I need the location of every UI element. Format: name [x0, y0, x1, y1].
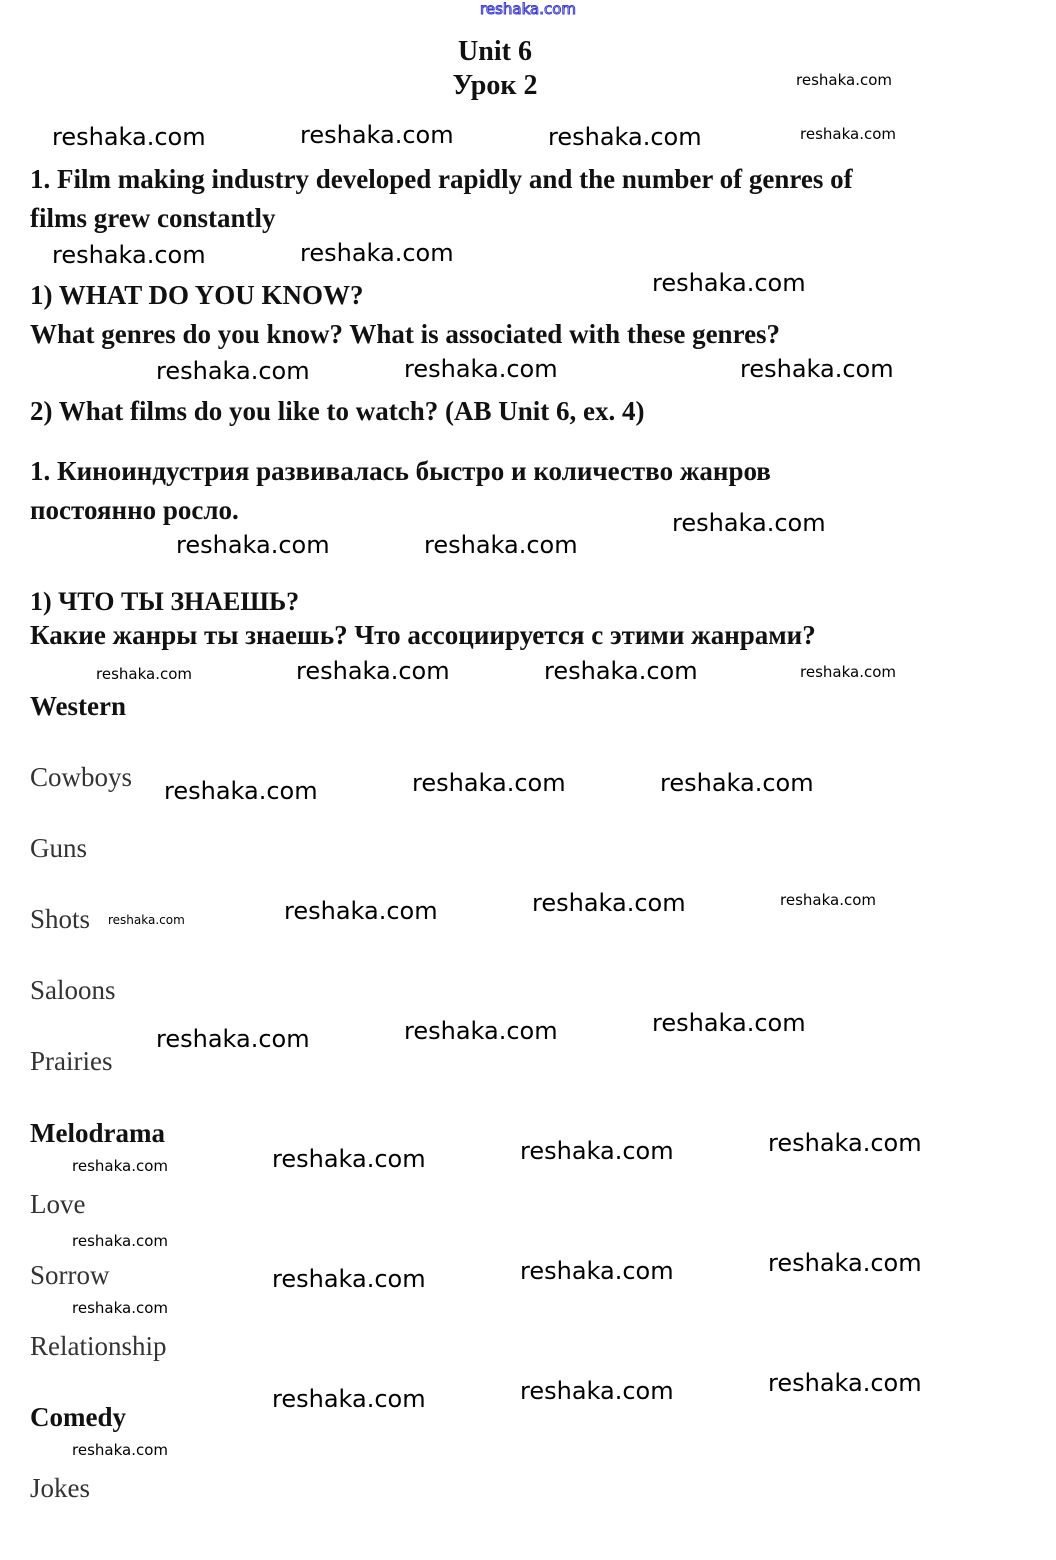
ru-q1-title: 1) ЧТО ТЫ ЗНАЕШЬ?: [30, 587, 300, 616]
watermark: reshaka.com: [404, 1017, 558, 1045]
watermark: reshaka.com: [800, 663, 896, 681]
watermark: reshaka.com: [72, 1441, 168, 1459]
watermark: reshaka.com: [156, 1025, 310, 1053]
watermark: reshaka.com: [652, 269, 806, 297]
header-link[interactable]: reshaka.com: [480, 0, 576, 18]
watermark: reshaka.com: [296, 657, 450, 685]
genre-item: Sorrow: [30, 1260, 110, 1290]
ru-heading-line1: 1. Киноиндустрия развивалась быстро и количество жанров: [30, 456, 771, 486]
genre-melodrama: Melodrama: [30, 1118, 165, 1148]
watermark: reshaka.com: [424, 531, 578, 559]
watermark: reshaka.com: [300, 121, 454, 149]
watermark: reshaka.com: [520, 1137, 674, 1165]
en-q2: 2) What films do you like to watch? (AB Unit 6, ex. 4): [30, 396, 645, 426]
watermark: reshaka.com: [272, 1145, 426, 1173]
ru-heading-line2: постоянно росло.: [30, 495, 239, 525]
en-heading-line2: films grew constantly: [30, 203, 276, 233]
watermark: reshaka.com: [404, 355, 558, 383]
watermark: reshaka.com: [768, 1129, 922, 1157]
watermark: reshaka.com: [72, 1157, 168, 1175]
lesson-title: Урок 2: [452, 70, 538, 101]
watermark: reshaka.com: [652, 1009, 806, 1037]
watermark: reshaka.com: [672, 509, 826, 537]
watermark: reshaka.com: [740, 355, 894, 383]
watermark: reshaka.com: [156, 357, 310, 385]
watermark: reshaka.com: [300, 239, 454, 267]
genre-item: Saloons: [30, 975, 116, 1005]
watermark: reshaka.com: [548, 123, 702, 151]
watermark: reshaka.com: [532, 889, 686, 917]
watermark: reshaka.com: [544, 657, 698, 685]
watermark: reshaka.com: [108, 913, 185, 927]
watermark: reshaka.com: [284, 897, 438, 925]
genre-item: Guns: [30, 833, 88, 863]
genre-item: Relationship: [30, 1331, 167, 1361]
watermark: reshaka.com: [660, 769, 814, 797]
genre-item: Jokes: [30, 1473, 90, 1503]
genre-comedy: Comedy: [30, 1402, 126, 1432]
genre-item: Shots: [30, 904, 91, 934]
watermark: reshaka.com: [520, 1377, 674, 1405]
watermark: reshaka.com: [96, 665, 192, 683]
en-q1-text: What genres do you know? What is associated with these genres?: [30, 319, 781, 349]
watermark: reshaka.com: [800, 125, 896, 143]
genre-item: Cowboys: [30, 762, 133, 792]
watermark: reshaka.com: [768, 1249, 922, 1277]
watermark: reshaka.com: [72, 1299, 168, 1317]
watermark: reshaka.com: [72, 1232, 168, 1250]
en-heading-line1: 1. Film making industry developed rapidly and the number of genres of: [30, 164, 853, 194]
genre-item: Love: [30, 1189, 86, 1219]
watermark: reshaka.com: [52, 123, 206, 151]
ru-q1-text: Какие жанры ты знаешь? Что ассоциируется с этими жанрами?: [30, 620, 816, 650]
en-q1-title: 1) WHAT DO YOU KNOW?: [30, 280, 364, 310]
watermark: reshaka.com: [412, 769, 566, 797]
watermark: reshaka.com: [272, 1385, 426, 1413]
watermark: reshaka.com: [272, 1265, 426, 1293]
watermark: reshaka.com: [176, 531, 330, 559]
watermark: reshaka.com: [768, 1369, 922, 1397]
watermark: reshaka.com: [52, 241, 206, 269]
watermark: reshaka.com: [796, 71, 892, 89]
watermark: reshaka.com: [780, 891, 876, 909]
genre-western: Western: [30, 691, 126, 721]
unit-title: Unit 6: [458, 36, 532, 67]
watermark: reshaka.com: [520, 1257, 674, 1285]
genre-item: Prairies: [30, 1046, 113, 1076]
watermark: reshaka.com: [164, 777, 318, 805]
